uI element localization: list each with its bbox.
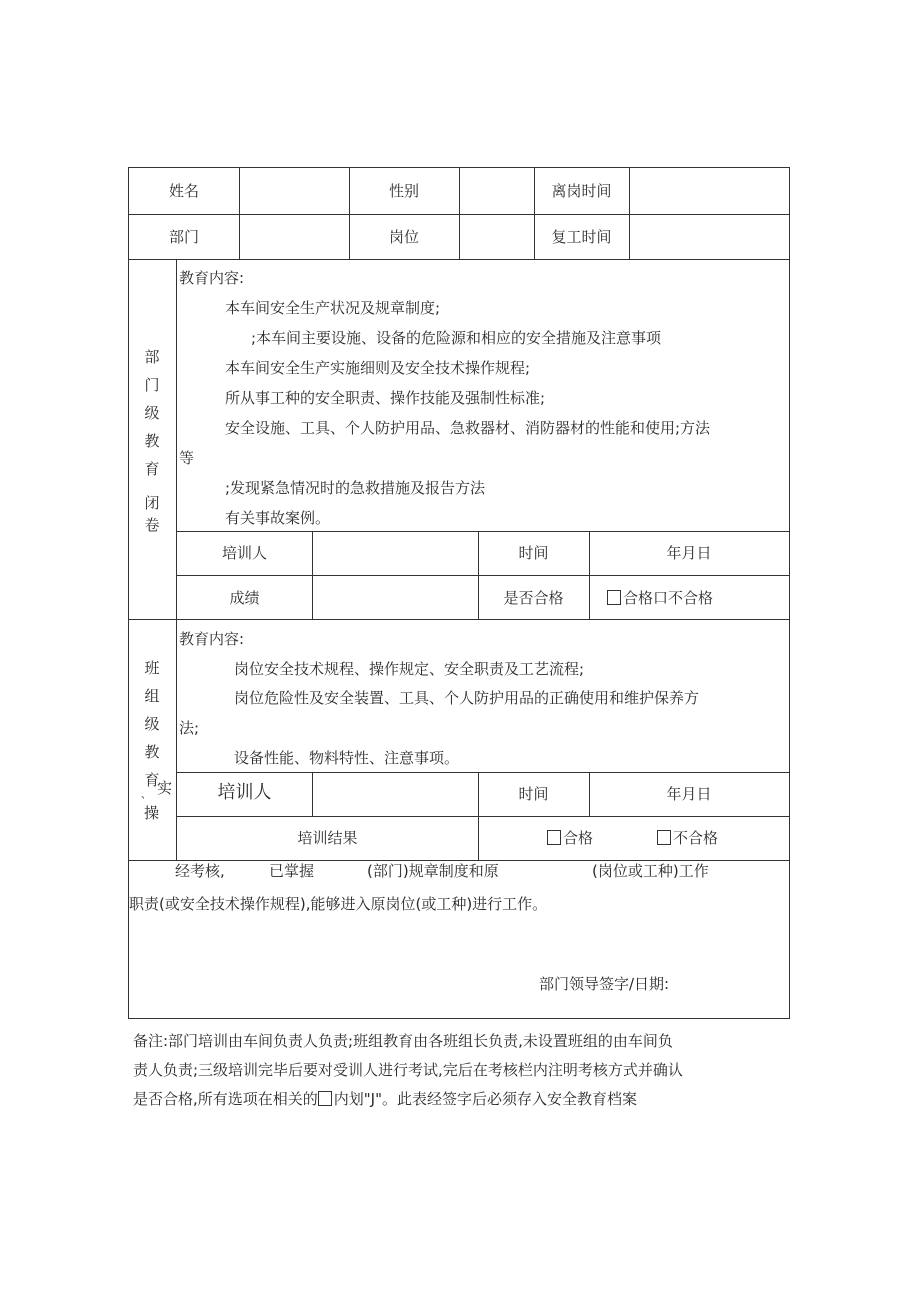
name-label: 姓名 (168, 182, 199, 200)
team-trainer-label: 培训人 (217, 782, 272, 803)
dept-item: 本车间安全生产状况及规章制度; (225, 299, 441, 317)
fail-checkbox[interactable] (657, 830, 671, 845)
dept-item: 所从事工种的安全职责、操作技能及强制性标准; (225, 389, 546, 407)
review-part-d: (岗位或工种)工作 (592, 862, 709, 880)
dept-time-label: 时间 (518, 544, 549, 562)
team-item: 岗位危险性及安全装置、工具、个人防护用品的正确使用和维护保养方 (234, 689, 700, 707)
pass-option-label: 合格 (623, 589, 654, 607)
dept-content-title: 教育内容: (179, 269, 245, 287)
post-label: 岗位 (388, 228, 419, 246)
dept-field[interactable] (240, 216, 348, 258)
leave-time-label: 离岗时间 (551, 182, 612, 200)
team-fail-option[interactable]: 不合格 (657, 828, 718, 848)
dept-item: 安全设施、工具、个人防护用品、急救器材、消防器材的性能和使用;方法 (225, 419, 711, 437)
fail-option-label[interactable]: 口不合格 (653, 589, 714, 607)
team-item: 岗位安全技术规程、操作规定、安全职责及工艺流程; (234, 660, 585, 678)
dept-trainer-label: 培训人 (221, 544, 267, 562)
dept-date[interactable]: 年月日 (666, 544, 712, 562)
team-side-sub-1: 实 (157, 779, 173, 797)
post-field[interactable] (460, 216, 533, 258)
dept-item: ;本车间主要设施、设备的危险源和相应的安全措施及注意事项 (251, 329, 662, 347)
row-divider (176, 772, 789, 773)
row-divider (129, 619, 789, 620)
dept-item-wrap: 等 (179, 449, 195, 467)
leave-time-field[interactable] (630, 170, 788, 212)
dept-score-field[interactable] (313, 577, 477, 618)
review-part-c: (部门)规章制度和原 (367, 862, 499, 880)
dept-score-label: 成绩 (229, 589, 260, 607)
dept-pass-label: 是否合格 (503, 589, 564, 607)
gender-label: 性别 (388, 182, 419, 200)
leader-signature-label: 部门领导签字/日期: (539, 975, 670, 993)
dept-pass-options (607, 588, 713, 608)
row-divider (176, 816, 789, 817)
team-item: 设备性能、物料特性、注意事项。 (234, 749, 460, 767)
team-side-sub-2: 操 (144, 804, 160, 822)
team-side-mark: 、 (141, 790, 151, 801)
team-item-wrap: 法; (179, 719, 200, 737)
team-result-label: 培训结果 (297, 829, 358, 847)
team-date[interactable]: 年月日 (666, 785, 712, 803)
dept-side-label: 部 门 级 教 育 闭 卷 (144, 348, 160, 534)
pass-checkbox[interactable] (607, 590, 621, 605)
team-pass-option[interactable]: 合格 (547, 828, 593, 848)
return-to-work-training-form (128, 167, 790, 1019)
name-field[interactable] (240, 170, 348, 212)
team-side-label: 班 组 级 教 育 (144, 659, 160, 789)
dept-item: ;发现紧急情况时的急救措施及报告方法 (225, 479, 486, 497)
row-divider (176, 575, 789, 576)
review-part-b: 已掌握 (269, 862, 315, 880)
checkbox-icon (318, 1091, 332, 1106)
dept-item: 本车间安全生产实施细则及安全技术操作规程; (225, 359, 531, 377)
note-line-2: 责人负责;三级培训完毕后要对受训人进行考试,完后在考核栏内注明考核方式并确认 (133, 1061, 683, 1079)
team-trainer-field[interactable] (313, 774, 477, 815)
pass-checkbox[interactable] (547, 830, 561, 845)
team-content-title: 教育内容: (179, 630, 245, 648)
review-line-2: 职责(或安全技术操作规程),能够进入原岗位(或工种)进行工作。 (129, 895, 548, 913)
review-part-a: 经考核, (175, 862, 225, 880)
team-time-label: 时间 (518, 785, 549, 803)
dept-trainer-field[interactable] (313, 533, 477, 574)
return-time-label: 复工时间 (551, 228, 612, 246)
note-line-3: 是否合格,所有选项在相关的 内划"J"。此表经签字后必须存入安全教育档案 (133, 1090, 638, 1108)
row-divider (129, 259, 789, 260)
dept-label: 部门 (168, 228, 199, 246)
dept-item: 有关事故案例。 (225, 509, 331, 527)
note-line-1: 备注:部门培训由车间负责人负责;班组教育由各班组长负责,未设置班组的由车间负 (133, 1032, 673, 1050)
gender-field[interactable] (460, 170, 533, 212)
return-time-field[interactable] (630, 216, 788, 258)
row-divider (176, 531, 789, 532)
